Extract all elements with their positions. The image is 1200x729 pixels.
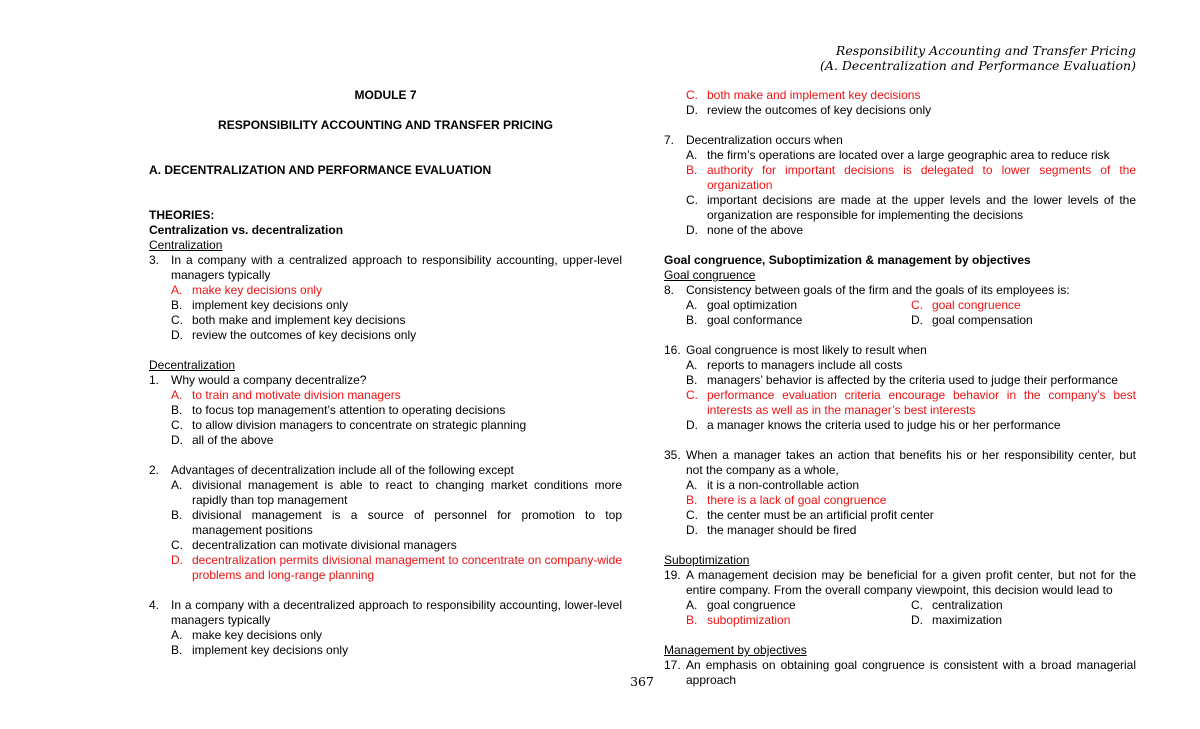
question-number: 3.: [149, 253, 160, 267]
answer-option: A. goal congruence: [686, 598, 796, 612]
mbo-label: Management by objectives: [664, 643, 807, 657]
question-2: [149, 463, 622, 583]
answer-option: D. decentralization permits divisional management to concentrate on company-wide problems and long-range planning: [171, 553, 622, 582]
question-1: [149, 373, 622, 448]
question-4-continued: [664, 88, 1136, 118]
page-number: 367: [630, 674, 654, 689]
module-title: RESPONSIBILITY ACCOUNTING AND TRANSFER PRICING: [218, 118, 553, 132]
answer-option: C. the center must be an artificial profit center: [686, 508, 934, 522]
answer-option: D. review the outcomes of key decisions only: [686, 103, 932, 117]
question-text: Why would a company decentralize?: [171, 373, 367, 387]
question-number: 16.: [664, 343, 681, 357]
answer-option: D. all of the above: [171, 433, 274, 447]
subheading: Centralization vs. decentralization: [149, 223, 344, 237]
decentralization-label: Decentralization: [149, 358, 236, 372]
question-number: 7.: [664, 133, 675, 147]
left-column: [149, 88, 622, 658]
question-number: 1.: [149, 373, 160, 387]
question-text: In a company with a centralized approach to responsibility accounting, upper-level managers typically: [171, 253, 622, 282]
question-35: [664, 448, 1136, 538]
answer-option: D. a manager knows the criteria used to judge his or her performance: [686, 418, 1061, 432]
question-16: [664, 343, 1136, 433]
question-8: [664, 283, 1136, 328]
theories-heading: THEORIES:: [149, 208, 215, 222]
suboptimization-label: Suboptimization: [664, 553, 750, 567]
answer-option: D. none of the above: [686, 223, 804, 237]
header-subtitle: (A. Decentralization and Performance Evaluation): [820, 58, 1136, 73]
answer-option: C. performance evaluation criteria encourage behavior in the company’s best interests as well as in the manager’s best interests: [686, 388, 1136, 417]
answer-option: A. to train and motivate division managers: [171, 388, 401, 402]
answer-option: B. implement key decisions only: [171, 298, 349, 312]
question-text: Consistency between goals of the firm and the goals of its employees is:: [686, 283, 1070, 297]
question-text: In a company with a decentralized approach to responsibility accounting, lower-level managers typically: [171, 598, 622, 627]
answer-option: D. goal compensation: [911, 313, 1033, 327]
answer-option: B. managers’ behavior is affected by the criteria used to judge their performance: [686, 373, 1118, 387]
header-title: Responsibility Accounting and Transfer Pricing: [835, 43, 1136, 58]
question-number: 2.: [149, 463, 160, 477]
answer-option: D. maximization: [911, 613, 1003, 627]
question-text: A management decision may be beneficial for a given profit center, but not for the entire company. From the overall company viewpoint, this decision would lead to: [686, 568, 1136, 597]
question-7: [664, 133, 1136, 238]
answer-option: A. make key decisions only: [171, 628, 323, 642]
running-header: [820, 43, 1136, 73]
answer-option: B. authority for important decisions is delegated to lower segments of the organization: [686, 163, 1136, 192]
answer-option: C. to allow division managers to concentrate on strategic planning: [171, 418, 527, 432]
section-heading: A. DECENTRALIZATION AND PERFORMANCE EVALUATION: [149, 163, 492, 177]
module-number: MODULE 7: [354, 88, 417, 102]
answer-option: B. suboptimization: [686, 613, 791, 627]
answer-option: C. decentralization can motivate divisional managers: [171, 538, 457, 552]
answer-option: A. it is a non-controllable action: [686, 478, 860, 492]
answer-option: C. important decisions are made at the upper levels and the lower levels of the organization are responsible for implementing the decisions: [686, 193, 1136, 222]
question-text: Goal congruence is most likely to result when: [686, 343, 927, 357]
goal-congruence-label: Goal congruence: [664, 268, 756, 282]
answer-option: B. goal conformance: [686, 313, 803, 327]
answer-option: B. divisional management is a source of personnel for promotion to top management positions: [171, 508, 622, 537]
question-number: 4.: [149, 598, 160, 612]
answer-option: A. reports to managers include all costs: [686, 358, 903, 372]
answer-option: D. the manager should be fired: [686, 523, 857, 537]
answer-option: C. both make and implement key decisions: [686, 88, 921, 102]
centralization-label: Centralization: [149, 238, 223, 252]
question-number: 8.: [664, 283, 675, 297]
answer-option: D. review the outcomes of key decisions only: [171, 328, 417, 342]
answer-option: C. goal congruence: [911, 298, 1021, 312]
question-text: Advantages of decentralization include all of the following except: [171, 463, 514, 477]
right-column: [664, 88, 1136, 688]
goal-congruence-heading: Goal congruence, Suboptimization & management by objectives: [664, 253, 1031, 267]
answer-option: B. implement key decisions only: [171, 643, 349, 657]
question-4: [149, 598, 622, 658]
question-number: 19.: [664, 568, 681, 582]
answer-option: C. centralization: [911, 598, 1003, 612]
question-text: An emphasis on obtaining goal congruence is consistent with a broad managerial approach: [686, 658, 1136, 687]
answer-option: B. there is a lack of goal congruence: [686, 493, 887, 507]
answer-option: C. both make and implement key decisions: [171, 313, 406, 327]
question-text: When a manager takes an action that benefits his or her responsibility center, but not the company as a whole,: [686, 448, 1136, 477]
answer-option: A. make key decisions only: [171, 283, 323, 297]
question-text: Decentralization occurs when: [686, 133, 843, 147]
question-3: [149, 253, 622, 343]
answer-option: A. goal optimization: [686, 298, 798, 312]
question-19: [664, 568, 1136, 628]
question-number: 35.: [664, 448, 681, 462]
answer-option: A. divisional management is able to react to changing market conditions more rapidly than top management: [171, 478, 622, 507]
answer-option: A. the firm’s operations are located over a large geographic area to reduce risk: [686, 148, 1110, 162]
question-number: 17.: [664, 658, 681, 672]
answer-option: B. to focus top management’s attention to operating decisions: [171, 403, 506, 417]
